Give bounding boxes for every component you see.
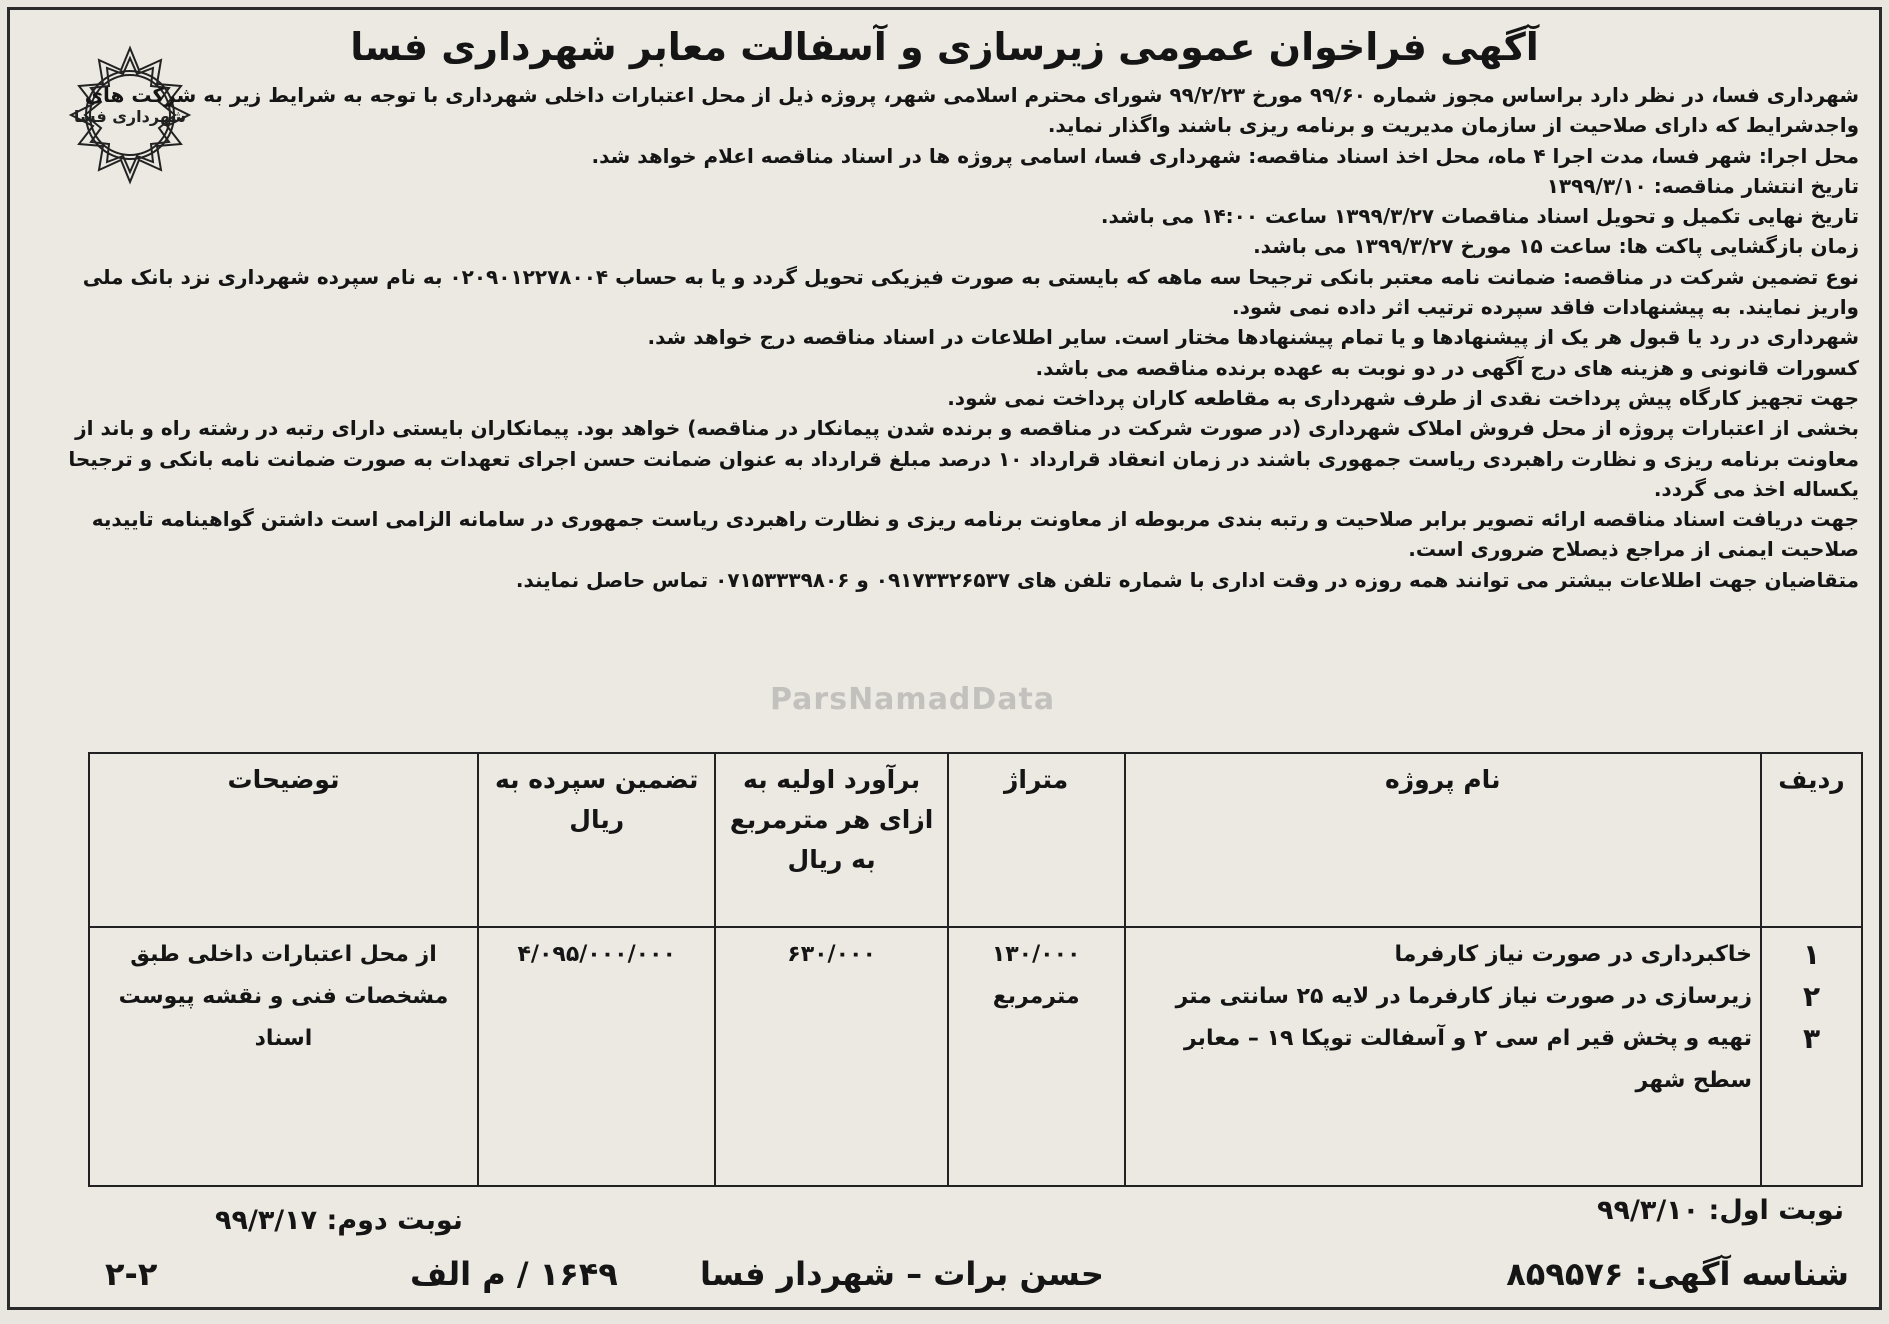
paragraph-funding: بخشی از اعتبارات پروژه از محل فروش املاک شهرداری (در صورت شرکت در مناقصه و برنده شدن پیمانکار در مناقصه) خواهد بود. پیمانکاران بایستی دارای رتبه در رشته راه و باند از معاونت برنامه ریزی و نظارت راهبردی ریاست جمهوری باشند در زمان انعقاد قرارداد ۱۰ درصد مبلغ قرارداد به عنوان ضمانت حسن اجرای تعهدات به صورت ضمانت نامه بانکی و ترجیحا یکساله اخذ می گردد. (68, 416, 1859, 501)
paragraph-opening: زمان بازگشایی پاکت ها: ساعت ۱۵ مورخ ۱۳۹۹/۳/۲۷ می باشد. (1253, 234, 1859, 259)
notice-title: آگهی فراخوان عمومی زیرسازی و آسفالت معابر شهرداری فسا (350, 25, 1539, 69)
notice-body (50, 80, 1859, 595)
paragraph-contact: متقاضیان جهت اطلاعات بیشتر می توانند همه روزه در وقت اداری با شماره تلفن های ۰۹۱۷۳۳۲۶۵۳۷ و ۰۷۱۵۳۳۳۹۸۰۶ تماس حاصل نمایند. (515, 567, 1859, 592)
header-estimate: برآورد اولیه به ازای هر مترمربع به ریال (715, 753, 947, 927)
tender-notice (7, 7, 1882, 1310)
header-project-name: نام پروژه (1125, 753, 1761, 927)
first-round-date: نوبت اول: ۹۹/۳/۱۰ (1597, 1195, 1844, 1226)
seal-text: شهرداری فسا (73, 107, 187, 126)
projects-table (88, 752, 1863, 1187)
paragraph-location: محل اجرا: شهر فسا، مدت اجرا ۴ ماه، محل اخذ اسناد مناقصه: شهرداری فسا، اسامی پروژه ها در اسناد مناقصه اعلام خواهد شد. (591, 143, 1859, 168)
header-area: متراژ (948, 753, 1125, 927)
mayor-signature: حسن برات – شهردار فسا (700, 1255, 1104, 1293)
project-item: خاکبرداری در صورت نیاز کارفرما (1394, 942, 1752, 967)
area-cell (948, 927, 1125, 1186)
header-deposit: تضمین سپرده به ریال (478, 753, 715, 927)
paragraph-deadline: تاریخ نهایی تکمیل و تحویل اسناد مناقصات ۱۳۹۹/۳/۲۷ ساعت ۱۴:۰۰ می باشد. (1100, 204, 1859, 229)
table-row (89, 927, 1862, 1186)
row-number: ۲ (1802, 980, 1821, 1013)
row-number: ۳ (1802, 1022, 1821, 1055)
estimate-cell: ۶۳۰/۰۰۰ (715, 927, 947, 1186)
row-number: ۱ (1802, 938, 1821, 971)
project-item: تهیه و پخش قیر ام سی ۲ و آسفالت توپکا ۱۹ – معابر سطح شهر (1184, 1026, 1752, 1093)
paragraph-documents: جهت دریافت اسناد مناقصه ارائه تصویر برابر صلاحیت و رتبه بندی مربوطه از معاونت برنامه ریزی و نظارت راهبردی ریاست جمهوری در سامانه الزامی است داشتن گواهینامه تاییدیه صلاحیت ایمنی از مراجع ذیصلاح ضروری است. (91, 507, 1859, 562)
part-number: ۲-۲ (105, 1255, 158, 1293)
second-round-date: نوبت دوم: ۹۹/۳/۱۷ (215, 1205, 463, 1236)
project-item: زیرسازی در صورت نیاز کارفرما در لایه ۲۵ سانتی متر (1175, 984, 1752, 1009)
paragraph-publish-date: تاریخ انتشار مناقصه: ۱۳۹۹/۳/۱۰ (1546, 173, 1859, 198)
paragraph-rights: شهرداری در رد یا قبول هر یک از پیشنهادها و یا تمام پیشنهادها مختار است. سایر اطلاعات در اسناد مناقصه درج خواهد شد. (647, 325, 1859, 350)
paragraph-intro: شهرداری فسا، در نظر دارد براساس مجوز شماره ۹۹/۶۰ مورخ ۹۹/۲/۲۳ شورای محترم اسلامی شهر، پروژه ذیل از محل اعتبارات داخلی شهرداری با توجه به شرایط زیر به شرکت های واجدشرایط که دارای صلاحیت از سازمان مدیریت و برنامه ریزی باشند واگذار نماید. (84, 83, 1859, 138)
project-items-cell (1125, 927, 1761, 1186)
watermark: ParsNamadData (770, 682, 1056, 717)
deposit-cell: ۴/۰۹۵/۰۰۰/۰۰۰ (478, 927, 715, 1186)
area-unit: مترمربع (992, 984, 1080, 1009)
header-notes: توضیحات (89, 753, 478, 927)
row-numbers-cell (1761, 927, 1862, 1186)
paragraph-prepayment: جهت تجهیز کارگاه پیش پرداخت نقدی از طرف شهرداری به مقاطعه کاران پرداخت نمی شود. (947, 385, 1859, 410)
paragraph-guarantee: نوع تضمین شرکت در مناقصه: ضمانت نامه معتبر بانکی ترجیحا سه ماهه که بایستی به صورت فیزیکی تحویل گردد و یا به حساب ۰۲۰۹۰۱۲۲۷۸۰۰۴ به نام سپرده شهرداری نزد بانک ملی واریز نمایند. به پیشنهادات فاقد سپرده ترتیب اثر داده نمی شود. (82, 264, 1859, 320)
notice-code: ۱۶۴۹ / م الف (410, 1255, 618, 1293)
header-row-number: ردیف (1761, 753, 1862, 927)
ad-id: شناسه آگهی: ۸۵۹۵۷۶ (1506, 1255, 1849, 1293)
notes-cell: از محل اعتبارات داخلی طبق مشخصات فنی و نقشه پیوست اسناد (89, 927, 478, 1186)
area-value: ۱۳۰/۰۰۰ (991, 942, 1081, 967)
paragraph-costs: کسورات قانونی و هزینه های درج آگهی در دو نوبت به عهده برنده مناقصه می باشد. (1035, 355, 1859, 380)
table-header-row (89, 753, 1862, 927)
